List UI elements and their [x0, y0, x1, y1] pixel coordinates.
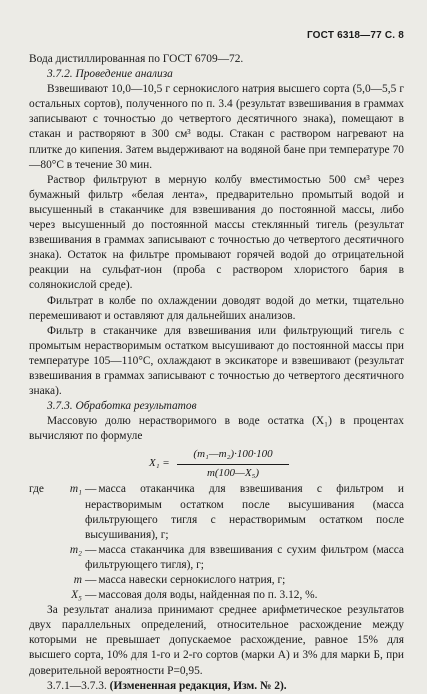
page-header: ГОСТ 6318—77 С. 8 [306, 30, 404, 41]
section-heading-3-7-3: 3.7.3. Обработка результатов [47, 400, 197, 413]
definition-symbol: X₅ [71, 589, 82, 602]
formula-fraction [177, 447, 289, 480]
paragraph-drying: Фильтр в стаканчике для взвешивания или фильтрующий тигель с промытым нерастворимым остатком высушивают до постоянной массы при температуре 105—110°C, охлаждают в эксикаторе и взвешивают (результат взвешивания в граммах записывают с точностью до четвертого десятичного знака). [29, 324, 404, 398]
formula-denominator: m(100—X₅) [206, 466, 260, 479]
definition-text: масса навески сернокислого натрия, г; [98, 574, 286, 586]
definition-item: где m₁ — масса отаканчика для взвешивания с фильтром и нерастворимым остатком после высушивания (масса фильтрующего тигля с нерастворимым остатком после высушивания), г; [29, 482, 404, 542]
paragraph-filtrate: Фильтрат в колбе по охлаждении доводят водой до метки, тщательно перемешивают и оставляют для дальнейших анализов. [29, 294, 404, 322]
paragraph-weighing: Взвешивают 10,0—10,5 г сернокислого натрия высшего сорта (5,0—5,5 г остальных сортов), полученного по п. 3.4 (результат взвешивания в граммах записывают с точностью до четвертого десятичного знака), помещают в стакан и растворяют в 300 см³ воды. Стакан с раствором нагревают на плитке до кипения. Затем выдерживают на водяной бане при температуре 70—80°C в течение 30 мин. [29, 83, 404, 171]
paragraph-result: За результат анализа принимают среднее арифметическое результатов двух параллельных определений, относительное расхождение между которыми не превышает допускаемое расхождение, равное 15% для высшего сорта, 10% для 1-го и 2-го сортов (марки А) и 3% для марки Б, при доверительной вероятности P=0,95. [29, 604, 404, 677]
amendment-note [29, 679, 404, 694]
formula-lhs: X₁ = [149, 457, 170, 470]
document-body [29, 52, 404, 694]
definition-text: масса стаканчика для взвешивания с сухим фильтром (масса фильтрующего тигля), г; [85, 543, 404, 571]
definition-text: масса отаканчика для взвешивания с фильтром и нерастворимым остатком после высушивания (масса фильтрующего тигля с нерастворимым остатком после высушивания), г; [85, 483, 404, 541]
amendment-ref: 3.7.1—3.7.3. [47, 679, 107, 692]
definition-item: m₂ — масса стаканчика для взвешивания с сухим фильтром (масса фильтрующего тигля), г; [29, 543, 404, 573]
paragraph-formula-intro: Массовую долю нерастворимого в воде остатка (X₁) в процентах вычисляют по формуле [29, 415, 404, 443]
definition-item: m — масса навески сернокислого натрия, г; [29, 573, 404, 588]
definition-symbol: m [73, 574, 82, 586]
section-heading-3-7-2: 3.7.2. Проведение анализа [47, 68, 173, 81]
definition-lead [29, 588, 59, 603]
definition-text: массовая доля воды, найденная по п. 3.12, %. [98, 589, 318, 602]
formula [29, 447, 404, 477]
definition-lead [29, 573, 59, 588]
definition-lead [29, 543, 59, 573]
definitions-list [29, 482, 404, 603]
paragraph-water: Вода дистиллированная по ГОСТ 6709—72. [29, 53, 244, 65]
definition-item: X₅ — массовая доля воды, найденная по п. 3.12, %. [29, 588, 404, 603]
paragraph-filtering: Раствор фильтруют в мерную колбу вместимостью 500 см³ через бумажный фильтр «белая лента», предварительно промытый водой и высушенный в стаканчике для взвешивания до постоянной массы, либо через высушенный до постоянной массы стеклянный тигель (результат взвешивания в граммах записывают с точностью до четвертого десятичного знака). Остаток на фильтре промывают горячей водой до отрицательной реакции на сульфат-ион (проба с раствором хлористого бария в солянокислой среде). [29, 173, 404, 292]
formula-numerator: (m₁—m₂)·100·100 [177, 447, 289, 464]
definition-symbol: m₁ [69, 483, 82, 496]
definition-symbol: m₂ [69, 543, 82, 556]
definition-lead: где [29, 483, 44, 496]
amendment-text: (Измененная редакция, Изм. № 2). [109, 679, 287, 692]
